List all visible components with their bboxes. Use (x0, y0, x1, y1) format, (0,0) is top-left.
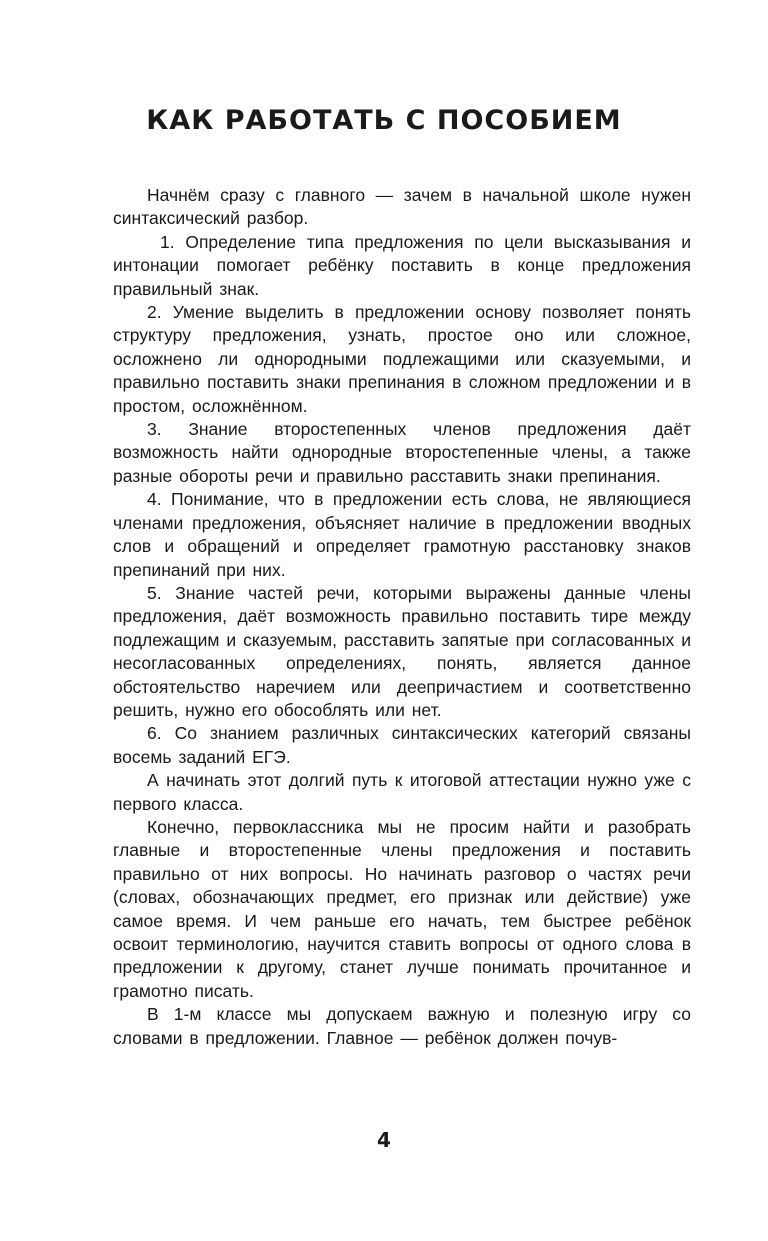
paragraph-point-1: 1. Определение типа предложения по цели высказывания и интонации помогает ребёнку поставить в конце предложения правильный знак. (113, 231, 691, 299)
paragraph-first-grade: А начинать этот долгий путь к итоговой аттестации нужно уже с первого класса. (113, 770, 691, 814)
paragraph-point-6: 6. Со знанием различных синтаксических категорий связаны восемь заданий ЕГЭ. (113, 723, 691, 767)
paragraph-point-3: 3. Знание второстепенных членов предложения даёт возможность найти однородные второстепенные члены, а также разные обороты речи и правильно расставить знаки препинания. (113, 419, 691, 486)
paragraph-game: В 1-м классе мы допускаем важную и полезную игру со словами в предложении. Главное — ребёнок должен почув- (113, 1004, 691, 1048)
page-title: КАК РАБОТАТЬ С ПОСОБИЕМ (146, 105, 622, 136)
paragraph-point-2: 2. Умение выделить в предложении основу позволяет понять структуру предложения, узнать, простое оно или сложное, осложнено ли однородными подлежащими или сказуемыми, и правильно поставить знаки препинания в сложном предложении и в простом, осложнённом. (113, 302, 691, 416)
body-text (113, 184, 691, 1050)
paragraph-first-grader: Конечно, первоклассника мы не просим найти и разобрать главные и второстепенные члены предложения и поставить правильно от них вопросы. Но начинать разговор о частях речи (словах, обозначающих предмет, его признак или действие) уже самое время. И чем раньше его начать, тем быстрее ребёнок освоит терминологию, научится ставить вопросы от одного слова в предложении к другому, станет лучше понимать прочитанное и грамотно писать. (113, 816, 691, 1001)
page-number: 4 (377, 1128, 391, 1152)
paragraph-intro: Начнём сразу с главного — зачем в начальной школе нужен синтаксический разбор. (113, 185, 691, 229)
paragraph-point-4: 4. Понимание, что в предложении есть слова, не являющиеся членами предложения, объясняет наличие в предложении вводных слов и обращений и определяет грамотную расстановку знаков препинаний при них. (113, 489, 691, 580)
paragraph-point-5: 5. Знание частей речи, которыми выражены данные члены предложения, даёт возможность правильно поставить тире между подлежащим и сказуемым, расставить запятые при согласованных и несогласованных определениях, понять, является данное обстоятельство наречием или деепричастием и соответственно решить, нужно его обособлять или нет. (113, 582, 691, 720)
